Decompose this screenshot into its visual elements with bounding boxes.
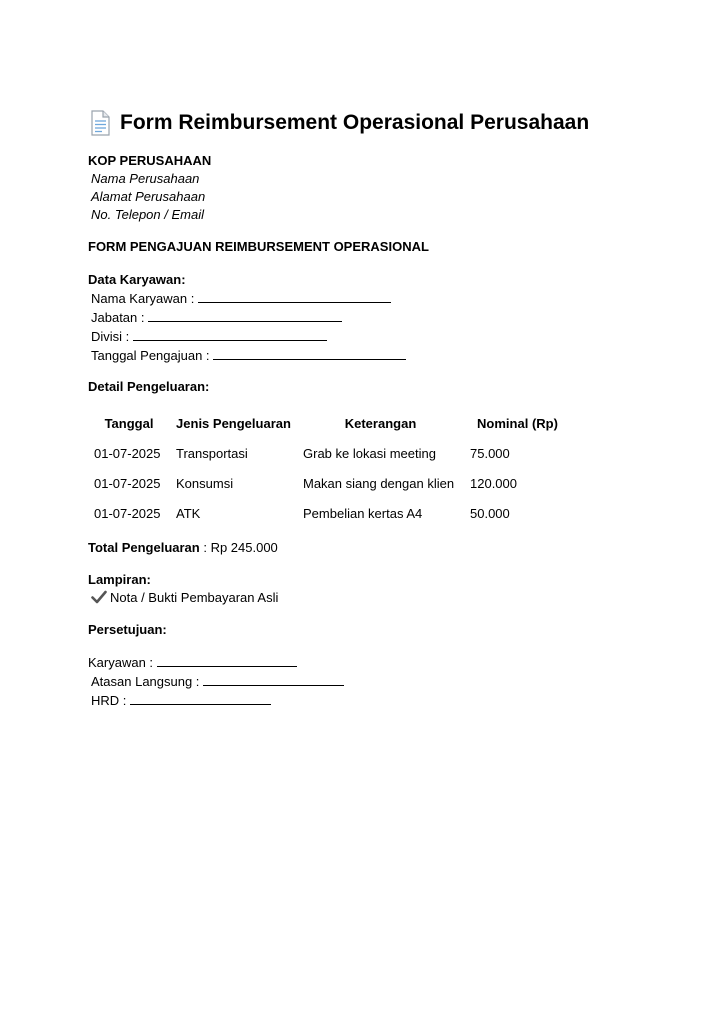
- signature-label: HRD :: [91, 693, 127, 708]
- table-row: [88, 445, 571, 475]
- cell-keterangan: Pembelian kertas A4: [303, 506, 423, 521]
- kop-heading: KOP PERUSAHAAN: [88, 153, 212, 168]
- column-header-keterangan: Keterangan: [344, 416, 417, 431]
- column-header-nominal: Nominal (Rp): [477, 416, 558, 431]
- lampiran-section: [88, 571, 688, 607]
- signature-label: Atasan Langsung :: [91, 674, 200, 689]
- cell-nominal: 75.000: [470, 446, 510, 461]
- persetujuan-heading: Persetujuan:: [88, 622, 167, 637]
- field-jabatan: [88, 308, 688, 327]
- cell-keterangan: Grab ke lokasi meeting: [303, 446, 436, 461]
- field-nama-karyawan: [88, 289, 688, 308]
- column-header-tanggal: Tanggal: [104, 416, 154, 431]
- field-label: Tanggal Pengajuan :: [91, 348, 210, 363]
- field-label: Nama Karyawan :: [91, 291, 195, 306]
- table-header-row: [88, 415, 571, 445]
- total-value: : Rp 245.000: [199, 540, 278, 555]
- expense-table: [88, 415, 571, 535]
- blank-line[interactable]: [198, 289, 391, 303]
- cell-nominal: 50.000: [470, 506, 510, 521]
- total-label: Total Pengeluaran: [88, 540, 200, 555]
- lampiran-heading: Lampiran:: [88, 572, 151, 587]
- title-row: [88, 108, 688, 138]
- data-karyawan-heading: Data Karyawan:: [88, 272, 186, 287]
- blank-line[interactable]: [203, 672, 344, 686]
- persetujuan-section: [88, 653, 688, 710]
- blank-line[interactable]: [213, 346, 406, 360]
- cell-tanggal: 01-07-2025: [94, 506, 161, 521]
- lampiran-item-label: Nota / Bukti Pembayaran Asli: [110, 590, 279, 605]
- blank-line[interactable]: [130, 691, 271, 705]
- signature-karyawan: [88, 653, 688, 672]
- table-row: [88, 475, 571, 505]
- checkmark-icon: [91, 590, 107, 604]
- cell-jenis: Konsumsi: [176, 476, 234, 491]
- table-row: [88, 505, 571, 535]
- blank-line[interactable]: [157, 653, 297, 667]
- signature-label: Karyawan :: [88, 655, 154, 670]
- blank-line[interactable]: [148, 308, 342, 322]
- signature-atasan: [88, 672, 688, 691]
- total-pengeluaran: [88, 539, 688, 557]
- cell-tanggal: 01-07-2025: [94, 476, 161, 491]
- cell-keterangan: Makan siang dengan klien: [303, 476, 455, 491]
- page-title: Form Reimbursement Operasional Perusahaan: [120, 111, 590, 134]
- data-karyawan-section: [88, 271, 688, 365]
- column-header-jenis: Jenis Pengeluaran: [176, 416, 291, 431]
- company-address: Alamat Perusahaan: [91, 189, 206, 204]
- cell-jenis: Transportasi: [176, 446, 248, 461]
- blank-line[interactable]: [133, 327, 327, 341]
- field-divisi: [88, 327, 688, 346]
- detail-pengeluaran-heading: Detail Pengeluaran:: [88, 379, 210, 394]
- lampiran-item: [88, 589, 688, 607]
- kop-perusahaan: [88, 152, 688, 224]
- company-name: Nama Perusahaan: [91, 171, 200, 186]
- signature-hrd: [88, 691, 688, 710]
- field-tanggal-pengajuan: [88, 346, 688, 365]
- cell-jenis: ATK: [176, 506, 201, 521]
- cell-tanggal: 01-07-2025: [94, 446, 161, 461]
- cell-nominal: 120.000: [470, 476, 517, 491]
- company-contact: No. Telepon / Email: [91, 207, 204, 222]
- document-icon: [88, 110, 112, 136]
- document-page: [88, 108, 688, 710]
- field-label: Jabatan :: [91, 310, 145, 325]
- field-label: Divisi :: [91, 329, 130, 344]
- form-heading: FORM PENGAJUAN REIMBURSEMENT OPERASIONAL: [88, 239, 429, 254]
